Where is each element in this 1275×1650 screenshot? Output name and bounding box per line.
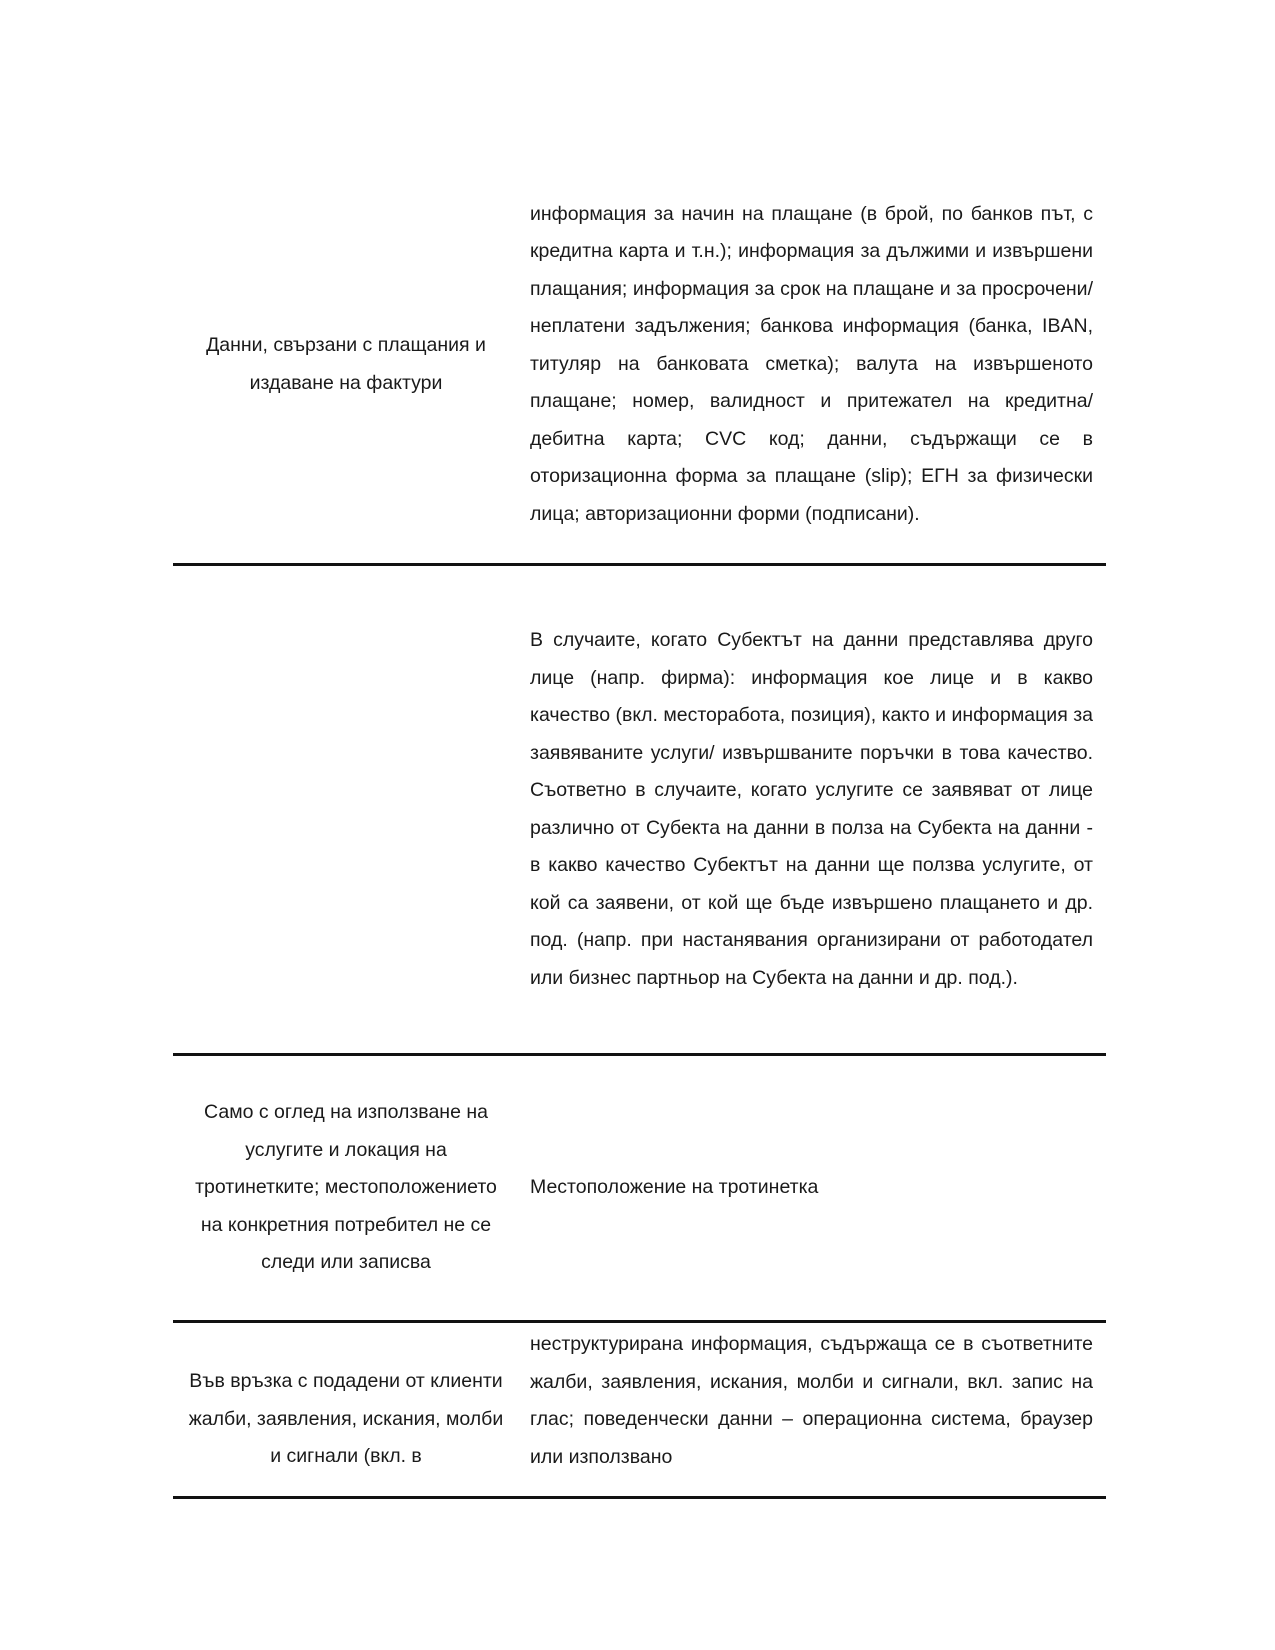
- data-category-cell: Само с оглед на използване на услугите и локация на тротинетките; местоположението на конкретния потребител не се следи или записва: [195, 1101, 497, 1274]
- data-details-cell: неструктурирана информация, съдържаща се в съответните жалби, заявления, искания, молби и сигнали, вкл. запис на глас; поведенчески данни – операционна система, браузер или използвано: [530, 1333, 1093, 1468]
- data-category-cell: Във връзка с подадени от клиенти жалби, заявления, искания, молби и сигнали (вкл. в: [188, 1370, 504, 1467]
- table-row: [173, 1056, 1106, 1323]
- data-details-cell: информация за начин на плащане (в брой, по банков път, с кредитна карта и т.н.); информация за дължими и извършени плащания; информация за срок на плащане и за просрочени/неплатени задължения; банкова информация (банка, IBAN, титуляр на банковата сметка); валута на извършеното плащане; номер, валидност и притежател на кредитна/ дебитна карта; CVC код; данни, съдържащи се в оторизационна форма за плащане (slip); ЕГН за физически лица; авторизационни форми (подписани).: [530, 202, 1093, 525]
- data-details-cell: Местоположение на тротинетка: [530, 1176, 819, 1199]
- table-row: [173, 566, 1106, 1056]
- personal-data-table: [173, 166, 1106, 1499]
- table-row: [173, 1323, 1106, 1499]
- data-details-cell: В случаите, когато Субектът на данни представлява друго лице (напр. фирма): информация кое лице и в какво качество (вкл. месторабота, позиция), както и информация за заявяваните услуги/ извършваните поръчки в това качество. Съответно в случаите, когато услугите се заявяват от лице различно от Субекта на данни в полза на Субекта на данни - в какво качество Субектът на данни ще ползва услугите, от кой са заявени, от кой ще бъде извършено плащането и др. под. (напр. при настанявания организирани от работодател или бизнес партньор на Субекта на данни и др. под.).: [530, 629, 1093, 989]
- table-row: [173, 166, 1106, 566]
- data-category-cell: Данни, свързани с плащания и издаване на фактури: [206, 334, 486, 394]
